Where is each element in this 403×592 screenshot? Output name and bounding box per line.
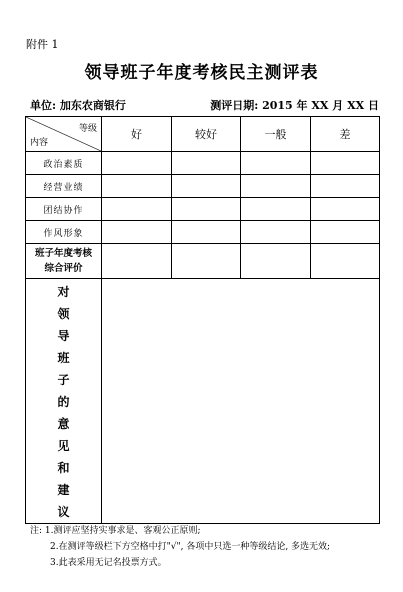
content-header: 内容 bbox=[30, 138, 49, 148]
checkbox-cell[interactable] bbox=[172, 175, 241, 198]
row-label-summary bbox=[26, 244, 102, 279]
checkbox-cell[interactable] bbox=[311, 152, 380, 175]
opinion-char: 见 bbox=[57, 438, 70, 453]
grade-header: 等级 bbox=[78, 124, 97, 134]
opinion-char: 导 bbox=[57, 328, 70, 343]
table-row bbox=[26, 221, 380, 244]
checkbox-cell[interactable] bbox=[311, 244, 380, 279]
checkbox-cell[interactable] bbox=[172, 152, 241, 175]
notes-section bbox=[30, 523, 330, 571]
opinion-row bbox=[26, 279, 380, 524]
grade-fairly-good: 较好 bbox=[172, 117, 241, 152]
table-row bbox=[26, 175, 380, 198]
grade-poor: 差 bbox=[311, 117, 380, 152]
table-row bbox=[26, 198, 380, 221]
row-label-performance: 经营业绩 bbox=[26, 175, 102, 198]
checkbox-cell[interactable] bbox=[172, 198, 241, 221]
opinion-char: 议 bbox=[57, 504, 70, 519]
checkbox-cell[interactable] bbox=[311, 175, 380, 198]
table-row bbox=[26, 152, 380, 175]
unit-label: 单位: 加东农商银行 bbox=[30, 99, 126, 112]
summary-line-1: 班子年度考核 bbox=[34, 248, 92, 259]
opinion-input-area[interactable] bbox=[102, 279, 380, 524]
checkbox-cell[interactable] bbox=[241, 175, 311, 198]
opinion-char: 建 bbox=[57, 482, 70, 497]
note-line-1: 注: 1.测评应坚持实事求是、客观公正原则; bbox=[30, 526, 201, 536]
table-row bbox=[26, 244, 380, 279]
summary-line-2: 综合评价 bbox=[44, 263, 83, 274]
checkbox-cell[interactable] bbox=[102, 152, 172, 175]
note-line-2: 2.在测评等级栏下方空格中打"√", 各项中只选一种等级结论, 多选无效; bbox=[50, 542, 331, 552]
checkbox-cell[interactable] bbox=[102, 175, 172, 198]
checkbox-cell[interactable] bbox=[241, 244, 311, 279]
row-label-teamwork: 团结协作 bbox=[26, 198, 102, 221]
checkbox-cell[interactable] bbox=[311, 221, 380, 244]
checkbox-cell[interactable] bbox=[241, 198, 311, 221]
opinion-char: 对 bbox=[57, 284, 70, 299]
checkbox-cell[interactable] bbox=[311, 198, 380, 221]
checkbox-cell[interactable] bbox=[102, 198, 172, 221]
grade-average: 一般 bbox=[241, 117, 311, 152]
diagonal-header-cell bbox=[26, 117, 102, 152]
checkbox-cell[interactable] bbox=[241, 221, 311, 244]
checkbox-cell[interactable] bbox=[172, 221, 241, 244]
row-label-political: 政治素质 bbox=[26, 152, 102, 175]
checkbox-cell[interactable] bbox=[241, 152, 311, 175]
opinion-char: 和 bbox=[57, 460, 70, 475]
opinion-char: 意 bbox=[57, 416, 70, 431]
evaluation-date: 测评日期: 2015 年 XX 月 XX 日 bbox=[210, 99, 379, 112]
opinion-char: 班 bbox=[57, 350, 70, 365]
checkbox-cell[interactable] bbox=[102, 221, 172, 244]
checkbox-cell[interactable] bbox=[172, 244, 241, 279]
note-line-3: 3.此表采用无记名投票方式。 bbox=[50, 558, 167, 568]
opinion-char: 领 bbox=[57, 306, 70, 321]
evaluation-table bbox=[25, 116, 380, 524]
attachment-label: 附件 1 bbox=[26, 38, 59, 51]
table-header-row bbox=[26, 117, 380, 152]
checkbox-cell[interactable] bbox=[102, 244, 172, 279]
row-label-conduct: 作风形象 bbox=[26, 221, 102, 244]
opinion-label-cell bbox=[26, 279, 102, 524]
page-title: 领导班子年度考核民主测评表 bbox=[84, 63, 319, 83]
grade-good: 好 bbox=[102, 117, 172, 152]
opinion-char: 子 bbox=[57, 372, 70, 387]
opinion-char: 的 bbox=[57, 394, 70, 409]
